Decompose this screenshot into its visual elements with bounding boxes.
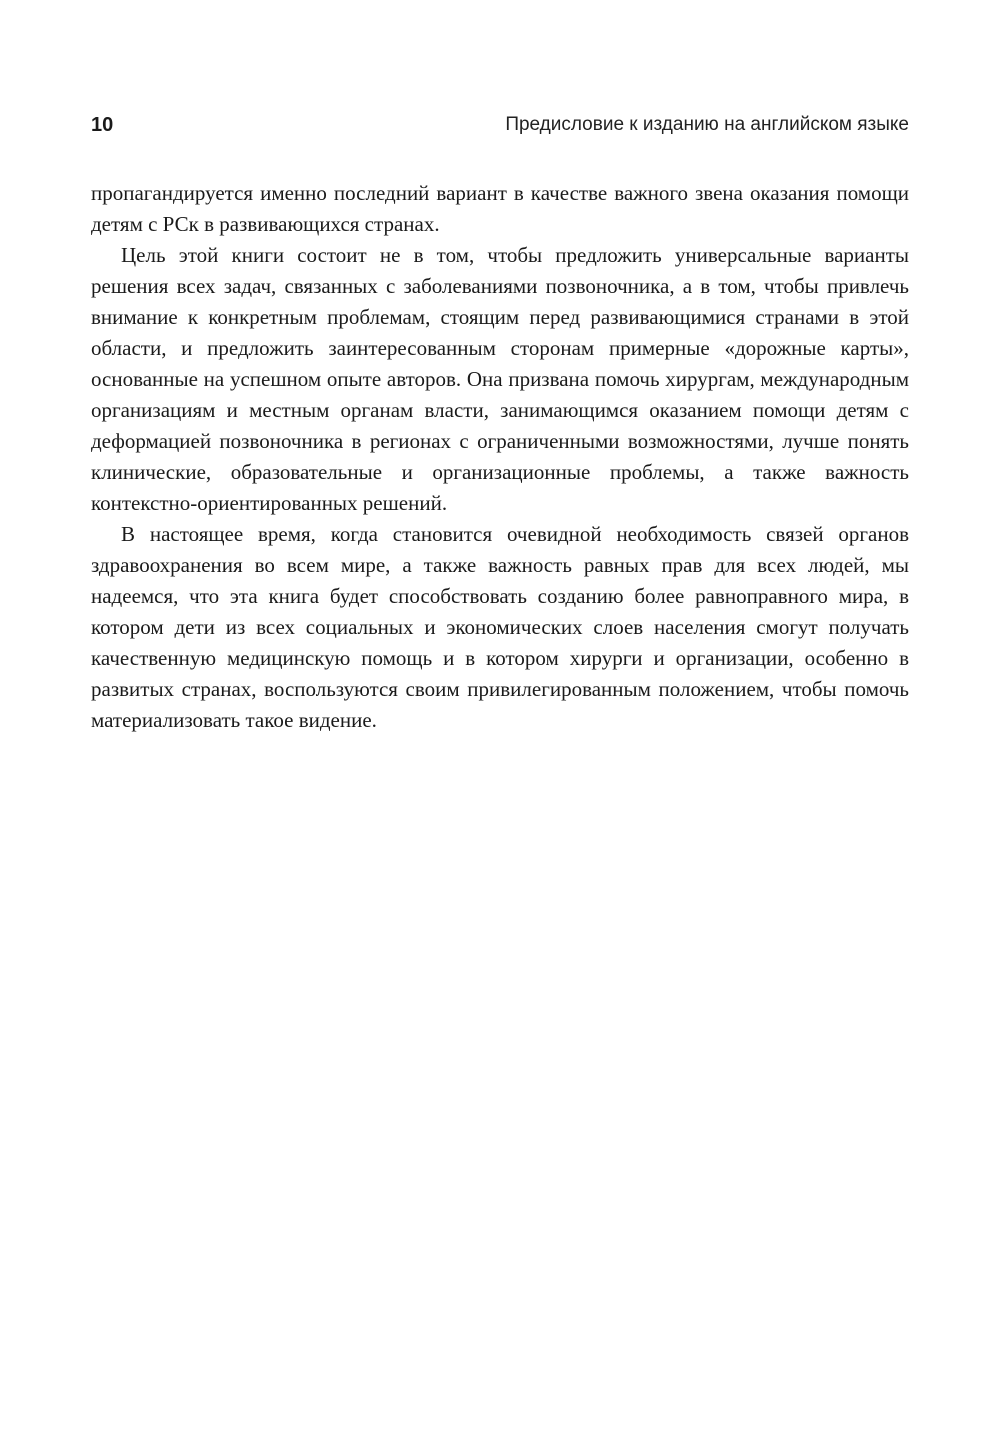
page-header [91, 108, 909, 142]
running-title: Предисловие к изданию на английском языке [505, 114, 909, 135]
page-number: 10 [91, 114, 114, 136]
body-text [91, 178, 909, 736]
paragraph: В настоящее время, когда становится очевидной необходимость связей органов здравоохранения во всем мире, а также важность равных прав для всех людей, мы надеемся, что эта книга будет способствовать созданию более равноправного мира, в котором дети из всех социальных и экономических слоев населения смогут получать качественную медицинскую помощь и в котором хирурги и организации, особенно в развитых странах, воспользуются своим привилегированным положением, чтобы помочь материализовать такое видение. [91, 522, 909, 732]
paragraph: Цель этой книги состоит не в том, чтобы предложить универсальные варианты решения всех задач, связанных с заболеваниями позвоночника, а в том, чтобы привлечь внимание к конкретным проблемам, стоящим перед развивающимися странами в этой области, и предложить заинтересованным сторонам примерные «дорожные карты», основанные на успешном опыте авторов. Она призвана помочь хирургам, международным организациям и местным органам власти, занимающимся оказанием помощи детям с деформацией позвоночника в регионах с ограниченными возможностями, лучше понять клинические, образовательные и организационные проблемы, а также важность контекстно-ориентированных решений. [91, 243, 909, 515]
paragraph-continued: пропагандируется именно последний вариант в качестве важного звена оказания помощи детям с РСк в развивающихся странах. [91, 181, 909, 236]
